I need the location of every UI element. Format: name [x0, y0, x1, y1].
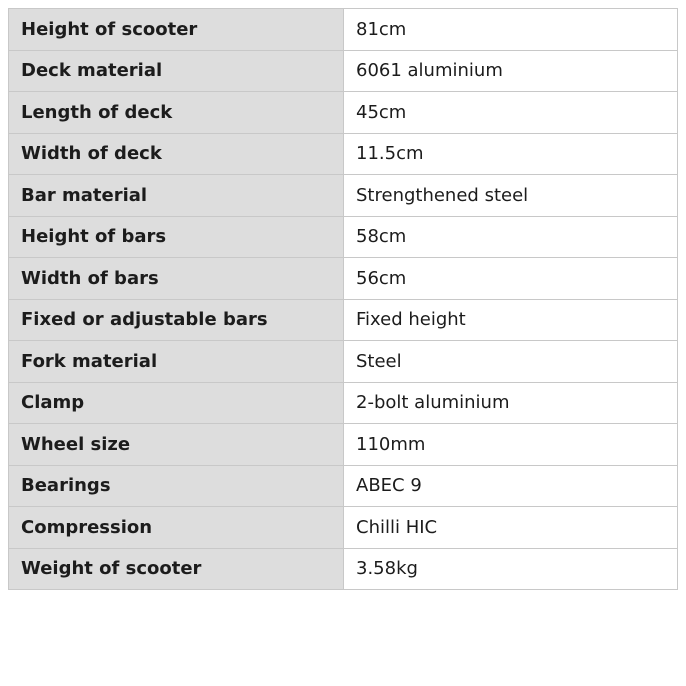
spec-value: 2-bolt aluminium [344, 382, 678, 424]
spec-value: Strengthened steel [344, 175, 678, 217]
table-row [9, 548, 678, 590]
table-row [9, 465, 678, 507]
spec-value: Fixed height [344, 299, 678, 341]
spec-value: 11.5cm [344, 133, 678, 175]
spec-label: Deck material [9, 50, 344, 92]
table-row [9, 258, 678, 300]
table-row [9, 424, 678, 466]
spec-value: Steel [344, 341, 678, 383]
spec-label: Compression [9, 507, 344, 549]
table-row [9, 50, 678, 92]
spec-value: 81cm [344, 9, 678, 51]
spec-label: Clamp [9, 382, 344, 424]
spec-value: 56cm [344, 258, 678, 300]
table-row [9, 507, 678, 549]
spec-label: Width of deck [9, 133, 344, 175]
spec-label: Fork material [9, 341, 344, 383]
spec-label: Bearings [9, 465, 344, 507]
table-row [9, 175, 678, 217]
spec-value: 3.58kg [344, 548, 678, 590]
spec-value: 6061 aluminium [344, 50, 678, 92]
spec-label: Height of scooter [9, 9, 344, 51]
spec-value: 110mm [344, 424, 678, 466]
spec-label: Bar material [9, 175, 344, 217]
table-row [9, 133, 678, 175]
table-row [9, 299, 678, 341]
spec-value: Chilli HIC [344, 507, 678, 549]
spec-label: Wheel size [9, 424, 344, 466]
spec-table [8, 8, 678, 590]
spec-label: Weight of scooter [9, 548, 344, 590]
table-row [9, 92, 678, 134]
table-row [9, 216, 678, 258]
spec-label: Width of bars [9, 258, 344, 300]
spec-label: Length of deck [9, 92, 344, 134]
spec-value: 58cm [344, 216, 678, 258]
table-row [9, 9, 678, 51]
table-row [9, 382, 678, 424]
table-row [9, 341, 678, 383]
spec-value: 45cm [344, 92, 678, 134]
spec-value: ABEC 9 [344, 465, 678, 507]
spec-label: Height of bars [9, 216, 344, 258]
spec-label: Fixed or adjustable bars [9, 299, 344, 341]
